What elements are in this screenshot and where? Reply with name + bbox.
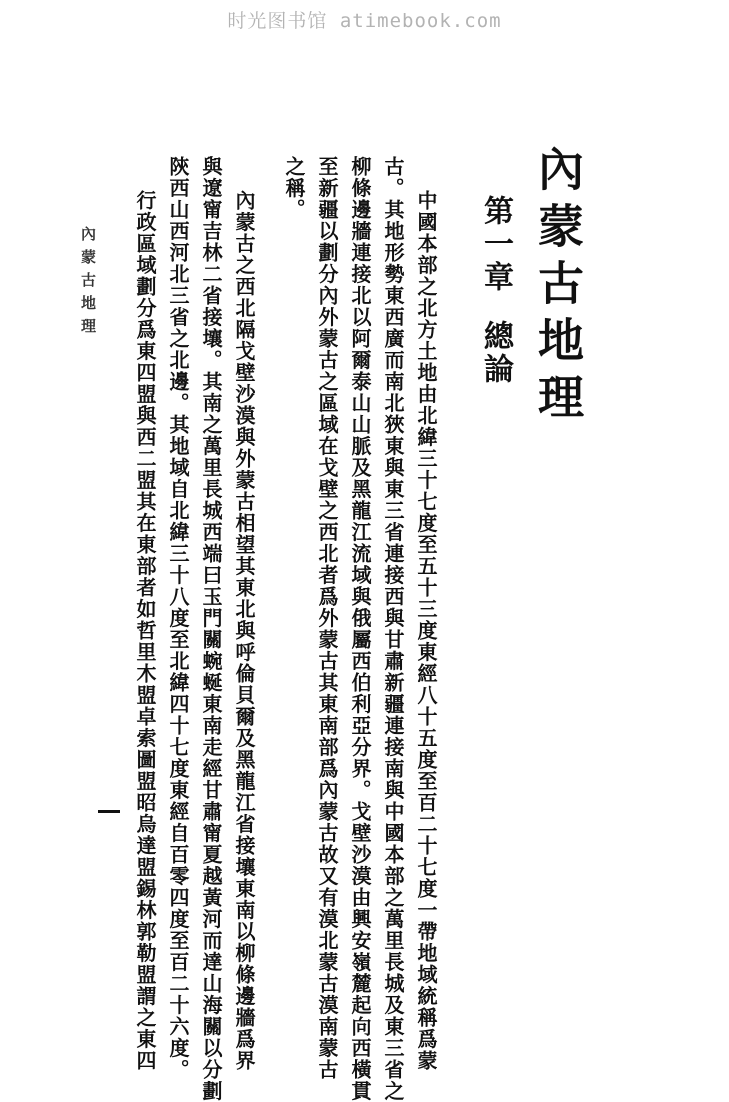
chapter-name: 總論 [478,320,513,386]
watermark: 时光图书馆 atimebook.com [227,10,502,32]
body-line-6: 內蒙古之西北隔戈壁沙漠與外蒙古相望其東北與呼倫貝爾及黑龍江省接壤東南以柳條邊牆爲界 [232,190,256,1072]
body-line-3: 柳條邊牆連接北以阿爾泰山山脈及黑龍江流域與俄屬西伯利亞分界。戈壁沙漠由興安嶺麓起向西橫貫 [348,156,372,1102]
body-line-1: 中國本部之北方土地由北緯三十七度至五十三度東經八十五度至百二十七度一帶地域統稱爲蒙 [414,190,438,1072]
body-line-4: 至新疆以劃分內外蒙古之區域在戈壁之西北者爲外蒙古其東南部爲內蒙古故又有漠北蒙古漠南蒙古 [315,156,339,1081]
running-head: 內蒙古地理 [79,226,97,341]
body-line-5: 之稱。 [282,156,306,220]
body-line-2: 古。其地形勢東西廣而南北狹東與東三省連接西與甘肅新疆連接南與中國本部之萬里長城及東三省之 [381,156,405,1102]
book-title: 內蒙古地理 [531,145,585,430]
page-number [98,810,120,813]
chapter-number: 第一章 [478,195,513,294]
body-line-8: 陝西山西河北三省之北邊。其地域自北緯三十八度至北緯四十七度東經自百零四度至百二十六度。 [166,156,190,1081]
body-line-9: 行政區域劃分爲東四盟與西二盟其在東部者如哲里木盟卓索圖盟昭烏達盟錫林郭勒盟謂之東四 [133,190,157,1072]
body-line-7: 與遼甯吉林二省接壤。其南之萬里長城西端曰玉門關蜿蜒東南走經甘肅甯夏越黃河而達山海關以分劃 [199,156,223,1102]
chapter-heading [473,195,517,386]
